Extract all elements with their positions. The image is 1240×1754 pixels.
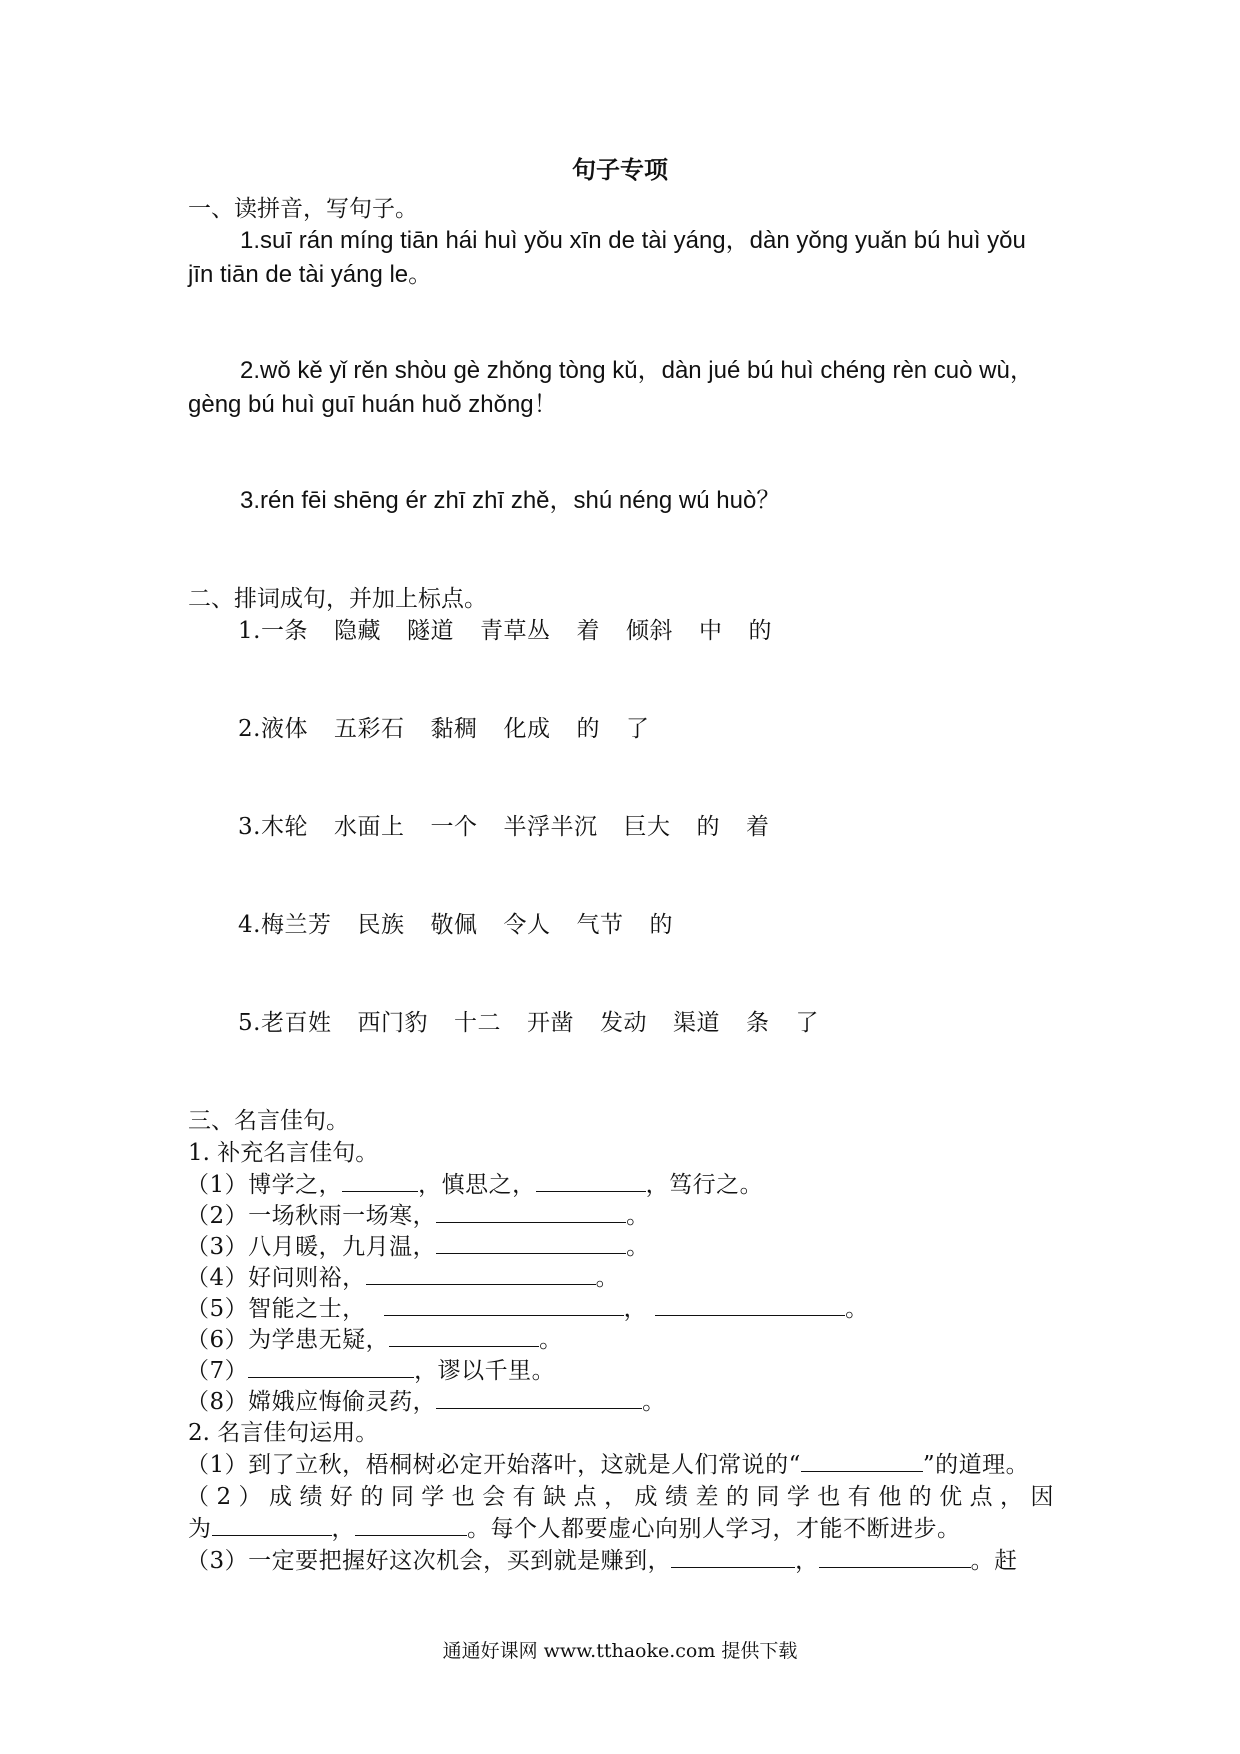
answer-blank[interactable]: [671, 1547, 795, 1568]
usage-item-1: （1）到了立秋，梧桐树必定开始落叶，这就是人们常说的“ ”的道理。: [186, 1452, 1030, 1478]
answer-blank[interactable]: [436, 1388, 642, 1409]
answer-blank[interactable]: [212, 1515, 332, 1536]
answer-blank[interactable]: [801, 1451, 923, 1472]
part-2-heading: 2. 名言佳句运用。: [188, 1420, 379, 1446]
section-3-heading: 三、名言佳句。: [188, 1108, 349, 1134]
word-order-item-5: 5.老百姓 西门豹 十二 开凿 发动 渠道 条 了: [238, 1010, 819, 1036]
fill-item-6: （6）为学患无疑， 。: [186, 1327, 563, 1353]
part-1-heading: 1. 补充名言佳句。: [188, 1140, 379, 1166]
page-footer: 通通好课网 www.tthaoke.com 提供下载: [442, 1640, 798, 1662]
usage-item-3: （3）一定要把握好这次机会，买到就是赚到， ， 。赶: [186, 1548, 1018, 1574]
answer-blank[interactable]: [536, 1171, 646, 1192]
word-order-item-2: 2.液体 五彩石 黏稠 化成 的 了: [238, 716, 650, 742]
word-order-item-1: 1.一条 隐藏 隧道 青草丛 着 倾斜 中 的: [238, 618, 772, 644]
usage-item-2-line2: 为 ， 。每个人都要虚心向别人学习，才能不断进步。: [188, 1516, 961, 1542]
answer-blank[interactable]: [389, 1326, 539, 1347]
fill-item-5: （5）智能之士， ， 。: [186, 1296, 869, 1322]
fill-item-7: （7） ，谬以千里。: [186, 1358, 556, 1384]
answer-blank[interactable]: [384, 1295, 624, 1316]
pinyin-item-3: 3.rén fēi shēng ér zhī zhī zhě，shú néng wú huò？: [240, 487, 781, 514]
word-order-item-3: 3.木轮 水面上 一个 半浮半沉 巨大 的 着: [238, 814, 770, 840]
answer-blank[interactable]: [248, 1357, 414, 1378]
pinyin-item-2-line2: gèng bú huì guī huán huǒ zhǒng！: [188, 391, 558, 418]
answer-blank[interactable]: [436, 1233, 626, 1254]
usage-item-2-line1: （2）成绩好的同学也会有缺点，成绩差的同学也有他的优点，因: [186, 1484, 1054, 1510]
fill-item-3: （3）八月暖，九月温， 。: [186, 1234, 650, 1260]
answer-blank[interactable]: [342, 1171, 418, 1192]
answer-blank[interactable]: [366, 1264, 596, 1285]
word-order-item-4: 4.梅兰芳 民族 敬佩 令人 气节 的: [238, 912, 673, 938]
answer-blank[interactable]: [355, 1515, 467, 1536]
page-title: 句子专项: [572, 155, 668, 184]
fill-item-2: （2）一场秋雨一场寒， 。: [186, 1203, 650, 1229]
fill-item-1: （1）博学之， ，慎思之， ，笃行之。: [186, 1172, 764, 1198]
fill-item-4: （4）好问则裕， 。: [186, 1265, 620, 1291]
section-1-heading: 一、读拼音，写句子。: [188, 196, 418, 222]
pinyin-item-1-line2: jīn tiān de tài yáng le。: [188, 261, 433, 288]
section-2-heading: 二、排词成句，并加上标点。: [188, 586, 487, 612]
pinyin-item-2-line1: 2.wǒ kě yǐ rěn shòu gè zhǒng tòng kǔ，dàn jué bú huì chéng rèn cuò wù，: [240, 357, 1034, 384]
pinyin-item-1-line1: 1.suī rán míng tiān hái huì yǒu xīn de tài yáng，dàn yǒng yuǎn bú huì yǒu: [240, 227, 1026, 254]
answer-blank[interactable]: [436, 1202, 626, 1223]
answer-blank[interactable]: [819, 1547, 971, 1568]
fill-item-8: （8）嫦娥应悔偷灵药， 。: [186, 1389, 666, 1415]
answer-blank[interactable]: [655, 1295, 845, 1316]
